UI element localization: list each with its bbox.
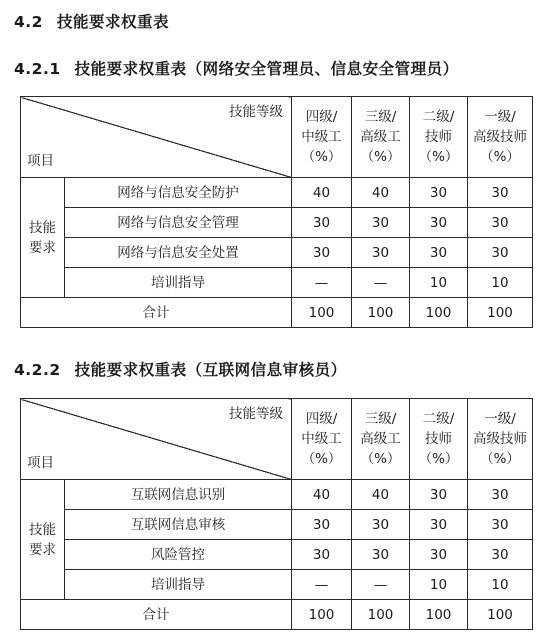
cell-value: 10	[410, 570, 468, 600]
cell-value: 40	[292, 178, 352, 208]
section-number: 4.2	[14, 13, 43, 31]
total-row	[21, 298, 533, 328]
total-value: 100	[468, 600, 533, 630]
category-cell: 技能 要求	[21, 480, 65, 600]
category-cell: 技能 要求	[21, 178, 65, 298]
level-header-4: 四级/ 中级工 （%）	[292, 399, 352, 480]
cell-value: 30	[292, 208, 352, 238]
level-header-1: 一级/ 高级技师 （%）	[468, 97, 533, 178]
total-value: 100	[292, 298, 352, 328]
total-value: 100	[410, 600, 468, 630]
total-label: 合计	[21, 298, 292, 328]
level-header-2: 二级/ 技师 （%）	[410, 399, 468, 480]
cell-value: 30	[352, 540, 410, 570]
header-skill-level: 技能等级	[229, 406, 283, 422]
table-row	[21, 540, 533, 570]
cell-value: 30	[410, 510, 468, 540]
table-row	[21, 238, 533, 268]
row-label: 培训指导	[65, 268, 292, 298]
cell-value: 30	[410, 540, 468, 570]
cell-value: 30	[410, 238, 468, 268]
row-label: 网络与信息安全管理	[65, 208, 292, 238]
table-2-number: 4.2.2	[14, 361, 61, 379]
table-row	[21, 480, 533, 510]
cell-value: 30	[468, 238, 533, 268]
row-label: 网络与信息安全防护	[65, 178, 292, 208]
level-header-1: 一级/ 高级技师 （%）	[468, 399, 533, 480]
table-row	[21, 268, 533, 298]
cell-value: 30	[468, 208, 533, 238]
cell-value: 30	[410, 480, 468, 510]
section-title: 技能要求权重表	[56, 13, 169, 31]
cell-value: 10	[468, 268, 533, 298]
cell-value: 40	[292, 480, 352, 510]
row-label: 培训指导	[65, 570, 292, 600]
level-header-4: 四级/ 中级工 （%）	[292, 97, 352, 178]
cell-value: 30	[410, 178, 468, 208]
level-header-2: 二级/ 技师 （%）	[410, 97, 468, 178]
total-row	[21, 600, 533, 630]
header-row	[21, 399, 533, 480]
cell-value: 30	[468, 480, 533, 510]
cell-value: 30	[352, 510, 410, 540]
table-2-title: 技能要求权重表（互联网信息审核员）	[74, 361, 347, 379]
header-item: 项目	[27, 455, 54, 471]
cell-value: 30	[468, 540, 533, 570]
row-label: 互联网信息识别	[65, 480, 292, 510]
cell-value: —	[292, 268, 352, 298]
row-label: 网络与信息安全处置	[65, 238, 292, 268]
table-row	[21, 178, 533, 208]
cell-value: 30	[292, 510, 352, 540]
table-1-number: 4.2.1	[14, 60, 61, 78]
total-value: 100	[352, 600, 410, 630]
cell-value: 30	[292, 540, 352, 570]
cell-value: 30	[468, 178, 533, 208]
cell-value: —	[352, 570, 410, 600]
header-skill-level: 技能等级	[229, 104, 283, 120]
table-row	[21, 570, 533, 600]
cell-value: 30	[352, 238, 410, 268]
total-label: 合计	[21, 600, 292, 630]
cell-value: 10	[410, 268, 468, 298]
cell-value: 30	[410, 208, 468, 238]
total-value: 100	[292, 600, 352, 630]
level-header-3: 三级/ 高级工 （%）	[352, 399, 410, 480]
diagonal-header-cell	[21, 399, 292, 480]
table-2-heading	[14, 358, 347, 380]
weights-table-2	[20, 398, 533, 630]
level-header-3: 三级/ 高级工 （%）	[352, 97, 410, 178]
cell-value: 30	[352, 208, 410, 238]
total-value: 100	[352, 298, 410, 328]
header-item: 项目	[27, 153, 54, 169]
table-1-title: 技能要求权重表（网络安全管理员、信息安全管理员）	[74, 60, 459, 78]
cell-value: 30	[292, 238, 352, 268]
cell-value: —	[352, 268, 410, 298]
total-value: 100	[410, 298, 468, 328]
table-1-heading	[14, 57, 459, 79]
cell-value: 40	[352, 480, 410, 510]
cell-value: —	[292, 570, 352, 600]
section-heading	[14, 10, 169, 32]
cell-value: 10	[468, 570, 533, 600]
table-row	[21, 510, 533, 540]
weights-table-1	[20, 96, 533, 328]
table-row	[21, 208, 533, 238]
row-label: 风险管控	[65, 540, 292, 570]
cell-value: 30	[468, 510, 533, 540]
cell-value: 40	[352, 178, 410, 208]
header-row	[21, 97, 533, 178]
diagonal-header-cell	[21, 97, 292, 178]
total-value: 100	[468, 298, 533, 328]
row-label: 互联网信息审核	[65, 510, 292, 540]
